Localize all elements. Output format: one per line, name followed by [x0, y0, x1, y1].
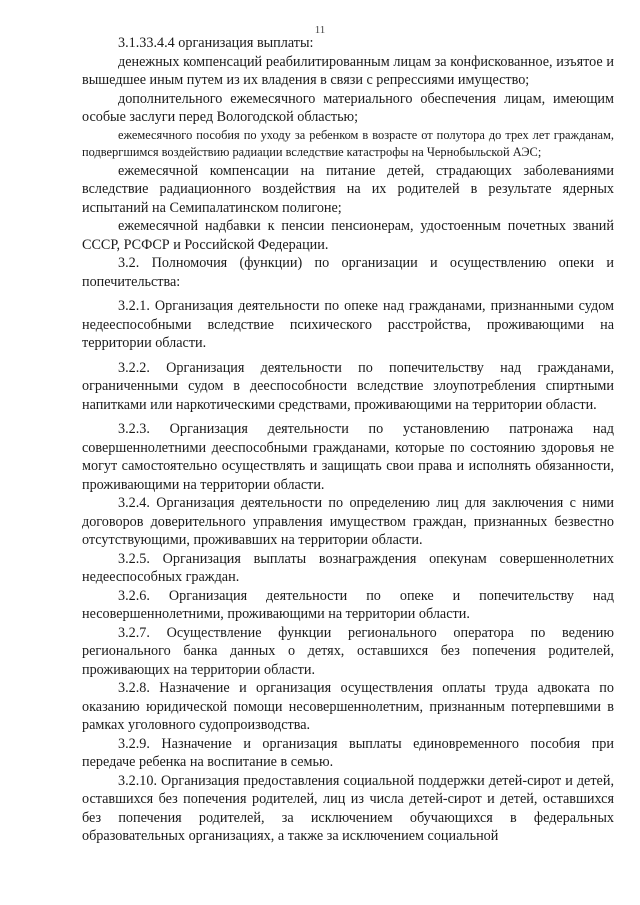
paragraph: 3.2.1. Организация деятельности по опеке над гражданами, признанными судом недееспособными вследствие психического расстройства, проживающими на территории области.	[82, 298, 614, 351]
paragraph: 3.2.9. Назначение и организация выплаты единовременного пособия при передаче ребенка на воспитание в семью.	[82, 735, 614, 770]
paragraph: денежных компенсаций реабилитированным лицам за конфискованное, изъятое и вышедшее иным путем из их владения в связи с репрессиями имущество;	[82, 53, 614, 88]
paragraph: дополнительного ежемесячного материального обеспечения лицам, имеющим особые заслуги перед Вологодской областью;	[82, 90, 614, 125]
paragraph: ежемесячной надбавки к пенсии пенсионерам, удостоенным почетных званий СССР, РСФСР и Российской Федерации.	[82, 218, 614, 253]
paragraph: 3.2. Полномочия (функции) по организации и осуществлению опеки и попечительства:	[82, 255, 614, 290]
paragraph: 3.2.8. Назначение и организация осуществления оплаты труда адвоката по оказанию юридической помощи несовершеннолетним, признанным потерпевшими в рамках уголовного судопроизводства.	[82, 680, 614, 733]
paragraph: 3.2.3. Организация деятельности по установлению патронажа над совершеннолетними дееспособными гражданами, которые по состоянию здоровья не могут самостоятельно осуществлять и защищать свои права и исполнять обязанности, проживающими на территории области.	[82, 421, 614, 493]
document-body	[82, 34, 614, 846]
paragraph: 3.2.7. Осуществление функции регионального оператора по ведению регионального банка данных о детях, оставшихся без попечения родителей, проживающих на территории области.	[82, 624, 614, 678]
paragraph: 3.2.10. Организация предоставления социальной поддержки детей-сирот и детей, оставшихся без попечения родителей, лиц из числа детей-сирот и детей, оставшихся без попечения родителей, за исключением обучающихся в федеральных образовательных организациях, а также за исключением социальной	[82, 772, 614, 844]
paragraph: 3.2.2. Организация деятельности по попечительству над гражданами, ограниченными судом в дееспособности вследствие злоупотребления спиртными напитками или наркотическими средствами, проживающими на территории области.	[82, 359, 614, 413]
paragraph: 3.2.5. Организация выплаты вознаграждения опекунам совершеннолетних недееспособных граждан.	[82, 550, 614, 585]
paragraph: 3.1.33.4.4 организация выплаты:	[118, 35, 314, 51]
paragraph: 3.2.6. Организация деятельности по опеке и попечительству над несовершеннолетними, проживающими на территории области.	[82, 587, 614, 622]
paragraph: ежемесячного пособия по уходу за ребенком в возрасте от полутора до трех лет гражданам, подвергшимся воздействию радиации вследствие катастрофы на Чернобыльской АЭС;	[82, 127, 614, 159]
paragraph: ежемесячной компенсации на питание детей, страдающих заболеваниями вследствие радиационного воздействия на их родителей в результате ядерных испытаний на Семипалатинском полигоне;	[82, 162, 614, 216]
paragraph: 3.2.4. Организация деятельности по определению лиц для заключения с ними договоров доверительного управления имуществом граждан, признанных безвестно отсутствующими, проживавших на территории области.	[82, 495, 614, 548]
page-number: 11	[314, 24, 326, 36]
